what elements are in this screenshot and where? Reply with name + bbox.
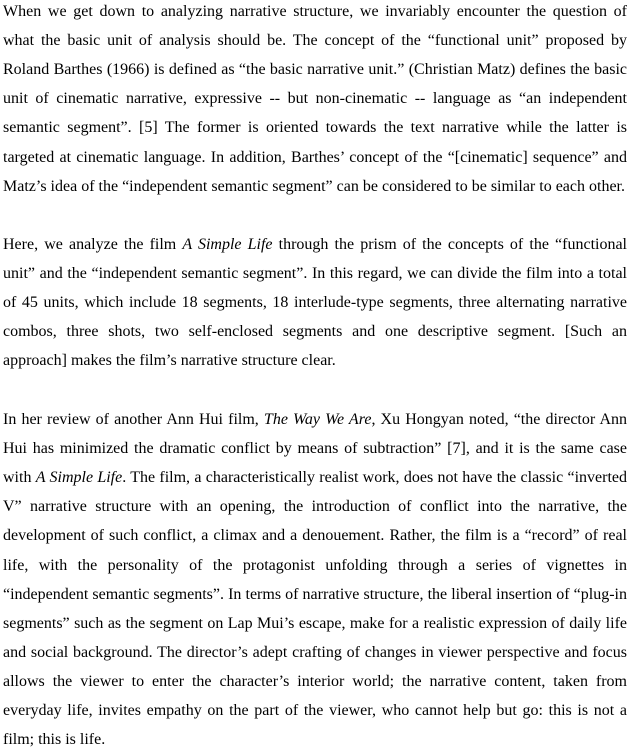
film-title: A Simple Life — [35, 469, 123, 487]
film-title: The Way We Are — [263, 411, 372, 428]
text-segment: Hui has minimized the dramatic conflict by means of subtraction” [7], and it is the same case — [3, 440, 627, 458]
text-line — [3, 350, 627, 372]
text-segment: segments” such as the segment on Lap Mui’s escape, make for a realistic expression of daily life — [3, 614, 627, 632]
text-line — [3, 584, 627, 606]
text-segment: allows the viewer to enter the character’s interior world; the narrative content, taken from — [3, 672, 627, 690]
text-line — [3, 409, 627, 431]
text-segment: and social background. The director’s adept crafting of changes in viewer perspective and focus — [3, 643, 627, 661]
text-segment: . The film, a characteristically realist work, does not have the classic “inverted — [122, 469, 627, 487]
text-segment: targeted at cinematic language. In addition, Barthes’ concept of the “[cinematic] sequence” and — [3, 148, 627, 166]
text-segment: approach] makes the film’s narrative structure clear. — [3, 352, 336, 370]
text-segment: semantic segment”. [5] The former is oriented towards the text narrative while the latter is — [3, 119, 627, 137]
text-segment: combos, three shots, two self-enclosed segments and one descriptive segment. [Such an — [3, 323, 627, 341]
text-segment: unit of cinematic narrative, expressive -- but non-cinematic -- language as “an independent — [3, 90, 627, 108]
text-line — [3, 117, 627, 139]
text-line — [3, 642, 627, 664]
text-line — [3, 88, 627, 110]
text-line — [3, 700, 627, 722]
text-segment: , Xu Hongyan noted, “the director Ann — [371, 411, 628, 428]
text-line — [3, 467, 627, 489]
text-line — [3, 525, 627, 547]
text-line — [3, 729, 627, 751]
text-segment: with — [3, 469, 36, 487]
text-line — [3, 321, 627, 343]
text-line — [3, 263, 627, 285]
text-line — [3, 1, 627, 23]
text-segment: Roland Barthes (1966) is defined as “the basic narrative unit.” (Christian Matz) defines the basic — [3, 61, 627, 79]
text-line — [3, 176, 627, 198]
text-segment: Here, we analyze the film — [3, 236, 183, 253]
text-segment: “independent semantic segments”. In terms of narrative structure, the liberal insertion of “plug-in — [3, 585, 627, 603]
text-segment: V” narrative structure with an opening, the introduction of conflict into the narrative, the — [3, 498, 627, 516]
text-line — [3, 147, 627, 169]
text-line — [3, 59, 627, 81]
text-line — [3, 613, 627, 635]
text-segment: through the prism of the concepts of the “functional — [272, 236, 628, 253]
text-line — [3, 671, 627, 693]
text-segment: film; this is life. — [3, 731, 106, 749]
text-segment: everyday life, invites empathy on the part of the viewer, who cannot help but go: this is not a — [3, 702, 627, 719]
text-segment: Matz’s idea of the “independent semantic segment” can be considered to be similar to each other. — [3, 177, 625, 195]
text-line — [3, 555, 627, 577]
text-line — [3, 234, 627, 256]
text-segment: unit” and the “independent semantic segment”. In this regard, we can divide the film into a total — [3, 265, 627, 283]
text-segment: In her review of another Ann Hui film, — [3, 411, 264, 428]
text-segment: life, with the personality of the protagonist unfolding through a series of vignettes in — [3, 556, 627, 574]
text-segment: of 45 units, which include 18 segments, 18 interlude-type segments, three alternating narrative — [3, 294, 627, 312]
text-line — [3, 30, 627, 52]
text-segment: development of such conflict, a climax and a denouement. Rather, the film is a “record” of real — [3, 527, 627, 545]
text-segment: When we get down to analyzing narrative structure, we invariably encounter the question of — [3, 3, 627, 20]
film-title: A Simple Life — [182, 236, 273, 253]
text-line — [3, 496, 627, 518]
text-line — [3, 438, 627, 460]
text-segment: what the basic unit of analysis should be. The concept of the “functional unit” proposed by — [3, 32, 627, 50]
text-line — [3, 292, 627, 314]
